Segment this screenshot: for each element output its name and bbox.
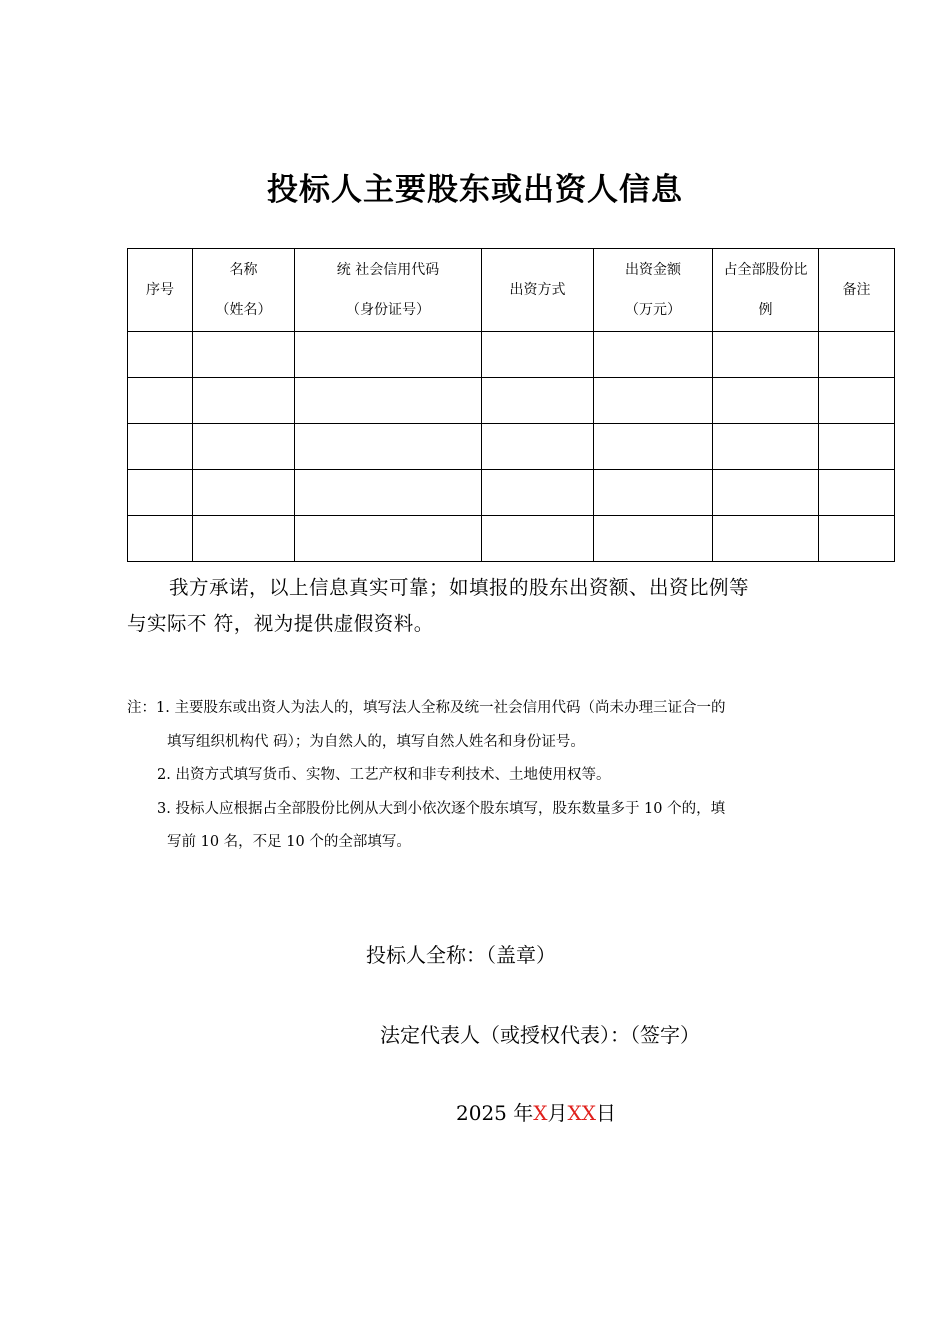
table-cell[interactable] [482,516,594,562]
table-cell[interactable] [128,378,193,424]
table-row [128,424,895,470]
pledge-line: 我方承诺，以上信息真实可靠；如填报的股东出资额、出资比例等 [169,576,750,599]
table-cell[interactable] [819,470,895,516]
table-cell[interactable] [295,332,482,378]
table-cell[interactable] [594,332,713,378]
table-row [128,378,895,424]
table-cell[interactable] [128,424,193,470]
note-line: 写前 10 名，不足 10 个的全部填写。 [167,834,411,850]
table-cell[interactable] [819,378,895,424]
header-share-ratio: 占全部股份比 例 [713,249,819,332]
table-cell[interactable] [713,470,819,516]
table-cell[interactable] [482,378,594,424]
table-cell[interactable] [594,378,713,424]
header-contribution-amount: 出资金额 （万元） [594,249,713,332]
date-month-placeholder[interactable]: X [533,1101,548,1125]
table-row [128,516,895,562]
note-line: 填写组织机构代 码）；为自然人的，填写自然人姓名和身份证号。 [167,733,585,750]
table-cell[interactable] [193,470,295,516]
legal-representative-label: 法定代表人（或授权代表）：（签字） [380,1023,700,1047]
header-remarks: 备注 [819,249,895,332]
pledge-statement [127,570,847,642]
pledge-line: 与实际不 符，视为提供虚假资料。 [127,612,434,635]
table-cell[interactable] [482,424,594,470]
table-cell[interactable] [594,516,713,562]
header-contribution-method: 出资方式 [482,249,594,332]
date-day-placeholder[interactable]: XX [567,1101,596,1125]
table-cell[interactable] [594,424,713,470]
table-header-row [128,249,895,332]
table-cell[interactable] [295,424,482,470]
table-row [128,332,895,378]
table-cell[interactable] [482,332,594,378]
table-cell[interactable] [295,516,482,562]
table-cell[interactable] [713,516,819,562]
table-cell[interactable] [295,470,482,516]
date-day-unit: 日 [596,1101,616,1125]
table-row [128,470,895,516]
table-cell[interactable] [713,424,819,470]
shareholder-table [127,248,895,562]
table-cell[interactable] [193,332,295,378]
table-cell[interactable] [819,424,895,470]
table-cell[interactable] [295,378,482,424]
table-cell[interactable] [128,516,193,562]
date-year: 2025 年 [456,1101,534,1125]
table-cell[interactable] [128,332,193,378]
table-cell[interactable] [713,378,819,424]
date-month-unit: 月 [547,1101,568,1125]
table-cell[interactable] [713,332,819,378]
header-name: 名称 （姓名） [193,249,295,332]
header-serial-number: 序号 [128,249,193,332]
note-line: 3. 投标人应根据占全部股份比例从大到小依次逐个股东填写，股东数量多于 10 个的，填 [157,800,726,817]
note-line: 2. 出资方式填写货币、实物、工艺产权和非专利技术、土地使用权等。 [157,767,611,783]
table-cell[interactable] [594,470,713,516]
bidder-name-label: 投标人全称：（盖章） [366,943,556,967]
table-cell[interactable] [482,470,594,516]
table-cell[interactable] [193,516,295,562]
table-cell[interactable] [128,470,193,516]
header-credit-code: 统 社会信用代码 （身份证号） [295,249,482,332]
table-cell[interactable] [819,332,895,378]
table-cell[interactable] [193,378,295,424]
document-title: 投标人主要股东或出资人信息 [267,172,683,208]
table-cell[interactable] [819,516,895,562]
note-line: 注：1. 主要股东或出资人为法人的，填写法人全称及统一社会信用代码（尚未办理三证合一的 [127,700,726,716]
table-cell[interactable] [193,424,295,470]
notes-section [127,692,847,860]
signature-date [456,1098,616,1128]
